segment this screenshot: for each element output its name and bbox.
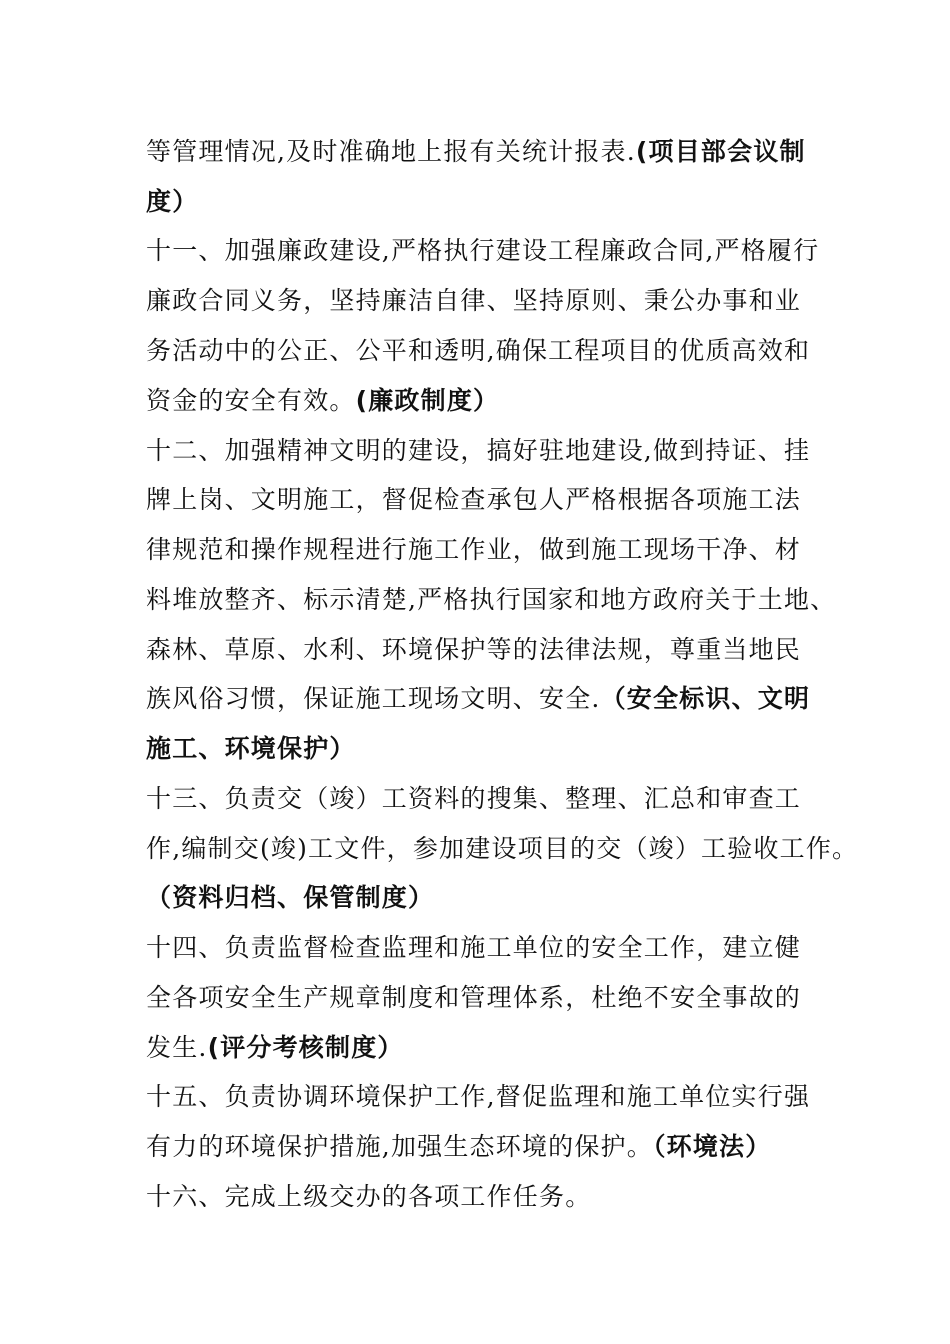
body-text: 十二、加强精神文明的建设，搞好驻地建设,做到持证、挂: [146, 436, 811, 465]
body-text: 族风俗习惯，保证施工现场文明、安全.: [146, 684, 601, 713]
bold-annotation: （环境法）: [652, 1132, 772, 1161]
text-line: [146, 1082, 810, 1112]
body-text: 十五、负责协调环境保护工作,督促监理和施工单位实行强: [146, 1082, 811, 1111]
body-text: 森林、草原、水利、环境保护等的法律法规，尊重当地民: [146, 635, 802, 664]
body-text: 律规范和操作规程进行施工作业，做到施工现场干净、材: [146, 535, 802, 564]
text-line: [146, 137, 806, 167]
text-line: [146, 386, 499, 416]
text-line: [146, 585, 836, 615]
body-text: 发生.: [146, 1033, 208, 1062]
text-line: [146, 187, 198, 217]
text-line: [146, 286, 801, 316]
text-line: [146, 1033, 404, 1063]
text-line: [146, 834, 858, 864]
body-text: 有力的环境保护措施,加强生态环境的保护。: [146, 1132, 653, 1161]
text-line: [146, 336, 810, 366]
text-line: [146, 684, 810, 714]
body-text: 牌上岗、文明施工，督促检查承包人严格根据各项施工法: [146, 485, 802, 514]
bold-annotation: 度）: [146, 187, 199, 216]
body-text: 十一、加强廉政建设,严格执行建设工程廉政合同,严格履行: [146, 236, 820, 265]
text-line: [146, 635, 801, 665]
text-line: [146, 1182, 591, 1212]
bold-annotation: （安全标识、文明: [600, 684, 811, 713]
body-text: 作,编制交(竣)工文件，参加建设项目的交（竣）工验收工作。: [146, 834, 859, 863]
body-text: 十四、负责监督检查监理和施工单位的安全工作，建立健: [146, 933, 802, 962]
body-text: 务活动中的公正、公平和透明,确保工程项目的优质高效和: [146, 336, 811, 365]
text-line: [146, 983, 801, 1013]
text-line: [146, 436, 810, 466]
body-text: 资金的安全有效。: [146, 386, 356, 415]
body-text: 十三、负责交（竣）工资料的搜集、整理、汇总和审查工: [146, 784, 802, 813]
body-text: 全各项安全生产规章制度和管理体系，杜绝不安全事故的: [146, 983, 802, 1012]
text-line: [146, 1132, 771, 1162]
bold-annotation: 施工、环境保护）: [146, 734, 356, 763]
text-line: [146, 883, 434, 913]
body-text: 十六、完成上级交办的各项工作任务。: [146, 1182, 592, 1211]
bold-annotation: (评分考核制度）: [207, 1033, 404, 1062]
text-line: [146, 784, 801, 814]
text-line: [146, 485, 801, 515]
bold-annotation: （资料归档、保管制度）: [146, 883, 435, 912]
text-line: [146, 734, 356, 764]
body-text: 廉政合同义务，坚持廉洁自律、坚持原则、秉公办事和业: [146, 286, 802, 315]
text-line: [146, 535, 801, 565]
bold-annotation: (廉政制度）: [355, 386, 500, 415]
body-text: 料堆放整齐、标示清楚,严格执行国家和地方政府关于土地、: [146, 585, 837, 614]
text-line: [146, 236, 819, 266]
bold-annotation: (项目部会议制: [635, 137, 806, 166]
text-line: [146, 933, 801, 963]
body-text: 等管理情况,及时准确地上报有关统计报表.: [146, 137, 636, 166]
